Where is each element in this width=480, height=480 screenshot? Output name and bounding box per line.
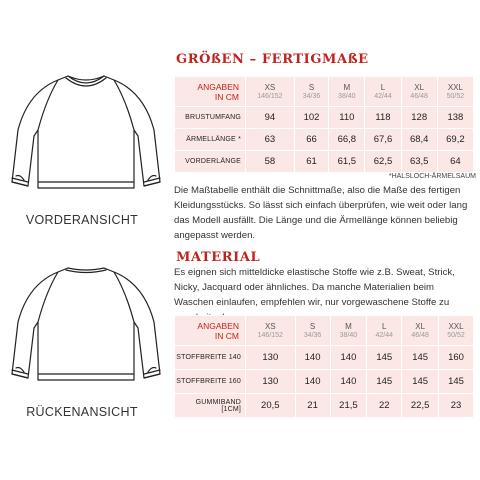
size-col-s: S 34/36 — [294, 77, 328, 107]
table-cell: 138 — [437, 107, 473, 129]
table-cell: 61 — [294, 151, 328, 173]
table-cell: 68,4 — [401, 129, 437, 151]
row-label: STOFFBREITE 160 — [175, 370, 246, 394]
table-cell: 69,2 — [437, 129, 473, 151]
table-cell: 20,5 — [246, 394, 296, 418]
table-row — [175, 394, 474, 418]
row-label: STOFFBREITE 140 — [175, 346, 246, 370]
table-cell: 63,5 — [401, 151, 437, 173]
material-table — [174, 315, 474, 418]
table-cell: 145 — [439, 370, 474, 394]
size-col-m: M 38/40 — [330, 316, 367, 346]
size-col-xl: XL 46/48 — [402, 316, 439, 346]
table-cell: 145 — [367, 370, 402, 394]
table-row — [175, 129, 474, 151]
table-cell: 140 — [295, 370, 330, 394]
table-cell: 64 — [437, 151, 473, 173]
material-table-header-row — [175, 316, 474, 346]
table-cell: 130 — [246, 370, 296, 394]
size-table — [174, 76, 474, 173]
sweater-front-drawing — [4, 70, 168, 200]
back-view-label: RÜCKENANSICHT — [26, 405, 138, 419]
size-table-header-row — [175, 77, 474, 107]
table-cell: 23 — [439, 394, 474, 418]
row-label: ÄRMELLÄNGE * — [175, 129, 246, 151]
header-label-line-1: ANGABEN — [197, 320, 239, 331]
front-view-sketch — [4, 70, 168, 200]
table-cell: 94 — [246, 107, 295, 129]
sweater-back-drawing — [4, 262, 168, 392]
back-view-sketch — [4, 262, 168, 392]
table-cell: 62,5 — [365, 151, 401, 173]
table-cell: 67,6 — [365, 129, 401, 151]
table-cell: 145 — [367, 346, 402, 370]
material-description: Es eignen sich mitteldicke elastische Stoffe wie z.B. Sweat, Strick, Nicky, Jacquard oder ähnliches. Da manche Materialien beim Waschen einlaufen, empfehlen wir, nur vorgewaschene Stoffe zu — [174, 267, 455, 308]
header-label-line-2: IN CM — [214, 91, 239, 102]
size-col-xs: XS 146/152 — [246, 316, 296, 346]
size-col-xs: XS 146/152 — [246, 77, 295, 107]
size-col-l: L 42/44 — [367, 316, 402, 346]
size-table-header-label — [175, 77, 246, 107]
size-col-s: S 34/36 — [295, 316, 330, 346]
size-col-xxl: XXL 50/52 — [437, 77, 473, 107]
table-cell: 110 — [329, 107, 365, 129]
table-cell: 145 — [402, 346, 439, 370]
material-section-title: MATERIAL — [176, 250, 261, 265]
table-cell: 22 — [367, 394, 402, 418]
row-label: GUMMIBAND [1CM] — [175, 394, 246, 418]
table-row — [175, 151, 474, 173]
row-label: VORDERLÄNGE — [175, 151, 246, 173]
row-label: BRUSTUMFANG — [175, 107, 246, 129]
table-cell: 63 — [246, 129, 295, 151]
table-row — [175, 370, 474, 394]
table-cell: 140 — [330, 370, 367, 394]
table-cell: 140 — [295, 346, 330, 370]
table-row — [175, 346, 474, 370]
table-cell: 102 — [294, 107, 328, 129]
table-cell: 160 — [439, 346, 474, 370]
table-cell: 22,5 — [402, 394, 439, 418]
size-col-xxl: XXL 50/52 — [439, 316, 474, 346]
table-cell: 118 — [365, 107, 401, 129]
table-row — [175, 107, 474, 129]
table-cell: 21 — [295, 394, 330, 418]
header-label-line-1: ANGABEN — [197, 81, 239, 92]
size-description: Die Maßtabelle enthält die Schnittmaße, also die Maße des fertigen Kleidungsstücks. So lässt sich einfach überprüfen, wie weit oder lang das Modell ausfällt. Die Länge und die Ärmellänge können beliebig angepasst werden. — [174, 185, 468, 241]
front-view-label: VORDERANSICHT — [25, 213, 139, 227]
table-cell: 66 — [294, 129, 328, 151]
table-cell: 21,5 — [330, 394, 367, 418]
sizes-section-title: GRÖßEN – FERTIGMAßE — [176, 52, 369, 67]
table-cell: 140 — [330, 346, 367, 370]
table-cell: 145 — [402, 370, 439, 394]
material-table-header-label — [175, 316, 246, 346]
table-cell: 130 — [246, 346, 296, 370]
table-cell: 61,5 — [329, 151, 365, 173]
header-label-line-2: IN CM — [214, 330, 239, 341]
sleeve-length-footnote: *HALSLOCH-ÄRMELSAUM — [388, 173, 476, 180]
table-cell: 128 — [401, 107, 437, 129]
size-col-l: L 42/44 — [365, 77, 401, 107]
table-cell: 58 — [246, 151, 295, 173]
size-col-m: M 38/40 — [329, 77, 365, 107]
size-col-xl: XL 46/48 — [401, 77, 437, 107]
table-cell: 66,8 — [329, 129, 365, 151]
